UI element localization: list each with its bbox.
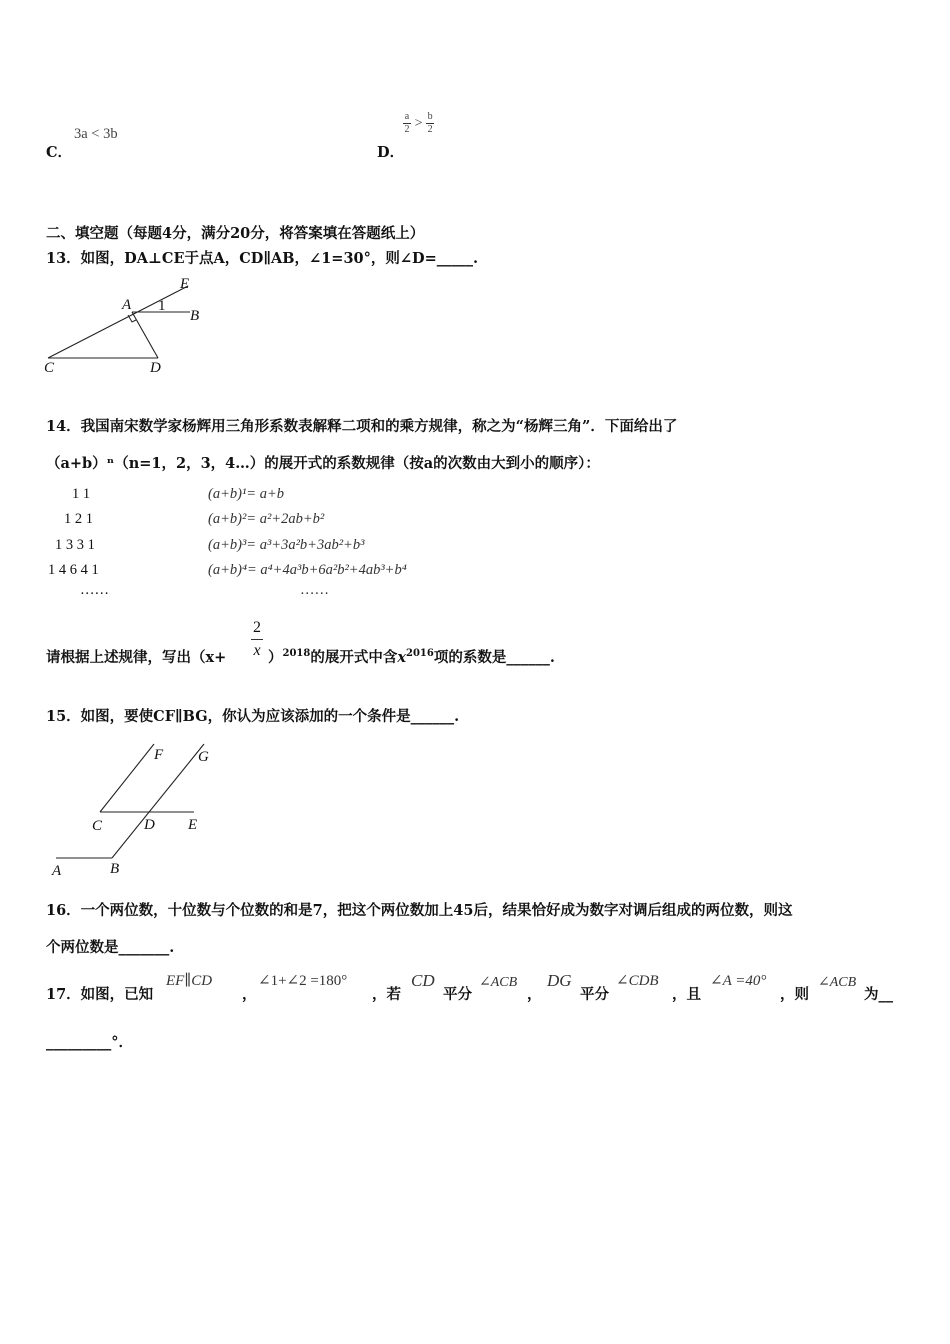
q17-sep2: ， <box>527 986 542 1003</box>
q16-line2: 个两位数是_______. <box>46 939 175 956</box>
q13-text: 13．如图，DA⊥CE于点A，CD∥AB，∠1=30°，则∠D=_____. <box>46 250 479 267</box>
q17-t5: ，则 <box>780 986 809 1003</box>
q17-t3: 平分 <box>580 986 609 1003</box>
expansion-3: (a+b)³= a³+3a²b+3ab²+b³ <box>208 537 365 553</box>
q14-question-rest <box>268 646 555 667</box>
expansion-1: (a+b)¹= a+b <box>208 486 284 502</box>
q15-figure <box>46 738 226 880</box>
q14-q-suffix: 项的系数是______. <box>433 649 555 666</box>
expansion-5: …… <box>300 582 329 598</box>
option-c-label: C． <box>46 144 73 161</box>
d-lhs-num: a <box>404 111 410 122</box>
q17-line2: _________°． <box>46 1034 133 1051</box>
d-rhs-den: 2 <box>427 124 433 135</box>
line-cf <box>100 744 154 812</box>
label-d: D <box>144 817 155 833</box>
q17-m7: ∠A =40° <box>710 973 767 989</box>
q14-q-mid: 的展开式中含 <box>310 649 398 666</box>
line-ad <box>132 312 158 358</box>
q17-prefix: 17．如图，已知 <box>46 986 154 1003</box>
q14-frac-den: x <box>253 642 261 659</box>
label-a: A <box>122 297 132 313</box>
q17-sep1: ， <box>242 986 257 1003</box>
label-e: E <box>188 817 198 833</box>
q13-figure <box>40 272 220 380</box>
q17-m6: ∠CDB <box>616 973 659 989</box>
q17-t2: 平分 <box>443 986 472 1003</box>
label-b: B <box>110 861 120 877</box>
q14-q-x: x <box>397 649 406 666</box>
expansion-2: (a+b)²= a²+2ab+b² <box>208 511 325 527</box>
label-1: 1 <box>158 298 166 314</box>
d-rhs-num: b <box>427 111 433 122</box>
q17-t6: 为__ <box>864 986 893 1003</box>
q14-q-prefix: 请根据上述规律，写出（x+ <box>46 649 227 666</box>
line-ce <box>48 286 188 358</box>
q14-q-exp: 2018 <box>282 648 311 660</box>
option-d-label: D． <box>377 144 405 161</box>
label-c: C <box>44 360 55 376</box>
q14-line1: 14．我国南宋数学家杨辉用三角形系数表解释二项和的乘方规律，称之为“杨辉三角”．下面给出了 <box>46 418 678 435</box>
q17-m2: ∠1+∠2 =180° <box>258 973 348 989</box>
q16-line1: 16．一个两位数，十位数与个位数的和是7，把这个两位数加上45后，结果恰好成为数字对调后组成的两位数，则这 <box>46 902 793 919</box>
option-d-math <box>403 112 434 135</box>
label-e: E <box>180 276 190 292</box>
q14-line2: （a+b）ⁿ（n=1，2，3，4…）的展开式的系数规律（按a的次数由大到小的顺序）： <box>46 455 600 472</box>
q14-question <box>46 646 226 667</box>
triangle-row-1: 1 1 <box>72 486 91 502</box>
q17-t4: ，且 <box>672 986 701 1003</box>
q17-m3: CD <box>411 971 435 990</box>
label-b: B <box>190 308 200 324</box>
q17-m5: DG <box>547 971 572 990</box>
label-a: A <box>52 863 62 879</box>
label-d: D <box>150 360 161 376</box>
q15-text: 15．如图，要使CF∥BG，你认为应该添加的一个条件是______. <box>46 708 460 725</box>
label-f: F <box>154 747 164 763</box>
q14-q-xexp: 2016 <box>406 648 434 660</box>
q14-frac-bar <box>251 639 263 640</box>
section-heading: 二、填空题（每题4分，满分20分，将答案填在答题纸上） <box>46 225 425 242</box>
d-lhs-den: 2 <box>404 124 410 135</box>
q17-m1: EF∥CD <box>166 973 213 989</box>
q14-fraction <box>250 619 264 660</box>
triangle-row-5: …… <box>80 582 109 598</box>
label-c: C <box>92 818 103 834</box>
q14-q-close: ） <box>268 649 283 666</box>
q17-m4: ∠ACB <box>479 975 518 990</box>
d-op: > <box>414 115 423 131</box>
q14-frac-num: 2 <box>253 619 261 636</box>
triangle-row-2: 1 2 1 <box>64 511 93 527</box>
expansion-4: (a+b)⁴= a⁴+4a³b+6a²b²+4ab³+b⁴ <box>208 562 407 578</box>
triangle-row-4: 1 4 6 4 1 <box>48 562 99 578</box>
label-g: G <box>198 749 209 765</box>
option-c-math: 3a < 3b <box>74 126 118 142</box>
triangle-row-3: 1 3 3 1 <box>55 537 95 553</box>
q17-m8: ∠ACB <box>818 975 857 990</box>
q17-t1: ，若 <box>372 986 401 1003</box>
